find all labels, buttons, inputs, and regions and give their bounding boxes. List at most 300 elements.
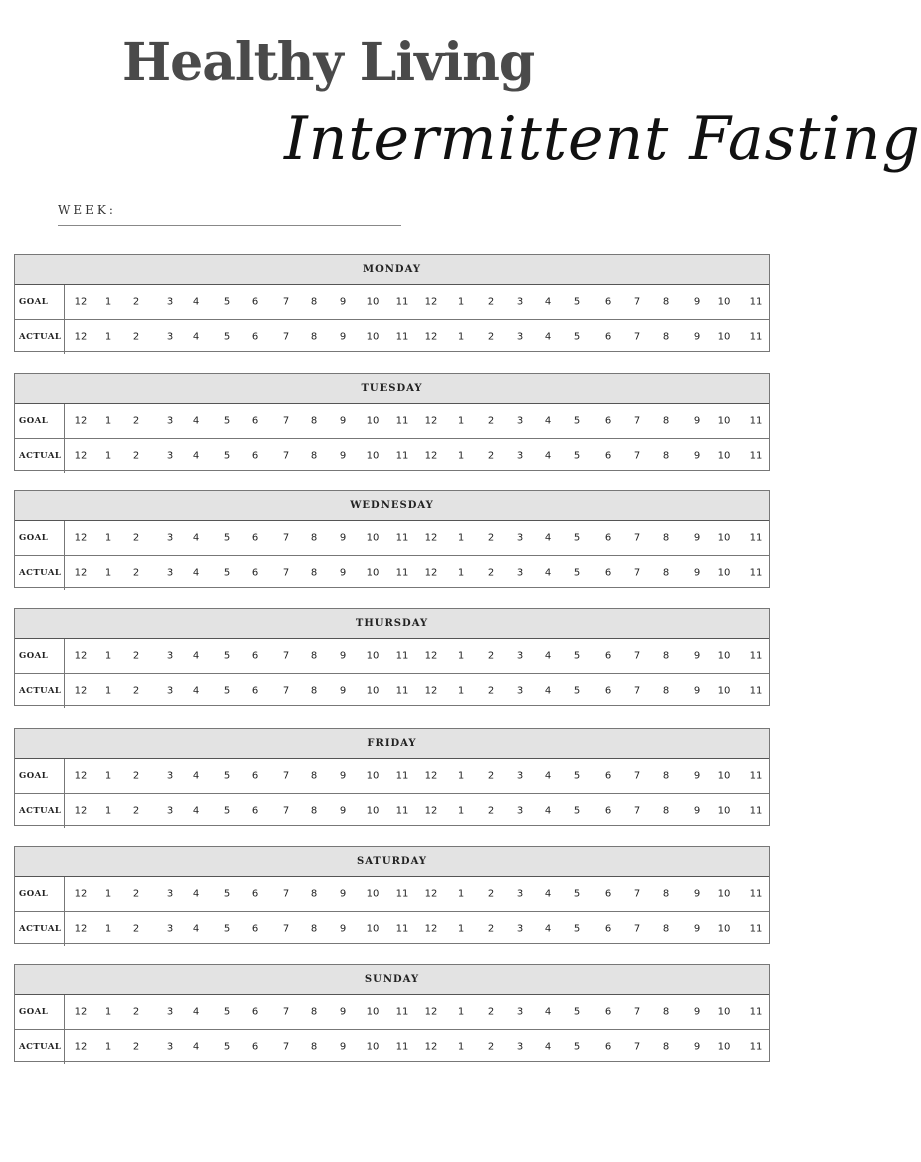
hour-slot[interactable]: 12 [424,567,438,579]
hour-slot[interactable]: 6 [604,685,612,697]
hour-slot[interactable]: 10 [717,296,731,308]
hour-slot[interactable]: 12 [74,532,88,544]
hour-slot[interactable]: 8 [662,888,670,900]
hour-slot[interactable]: 2 [132,415,140,427]
hour-slot[interactable]: 6 [604,296,612,308]
hour-slot[interactable]: 2 [487,1006,495,1018]
hour-slot[interactable]: 4 [192,805,200,817]
hour-slot[interactable]: 2 [487,770,495,782]
hour-slot[interactable]: 3 [516,1041,524,1053]
hour-slot[interactable]: 11 [749,888,763,900]
hour-slot[interactable]: 1 [457,1041,465,1053]
hour-slot[interactable]: 4 [544,770,552,782]
hour-slot[interactable]: 4 [544,685,552,697]
hour-slot[interactable]: 3 [516,450,524,462]
hour-slot[interactable]: 1 [457,685,465,697]
hour-slot[interactable]: 8 [310,888,318,900]
hour-slot[interactable]: 2 [132,1006,140,1018]
hour-slot[interactable]: 11 [395,567,409,579]
hour-slot[interactable]: 7 [633,532,641,544]
hour-slot[interactable]: 2 [132,770,140,782]
hour-slot[interactable]: 6 [251,450,259,462]
hour-slot[interactable]: 3 [166,888,174,900]
hour-slot[interactable]: 9 [693,888,701,900]
hour-slot[interactable]: 11 [395,1041,409,1053]
hour-slot[interactable]: 7 [633,415,641,427]
hour-slot[interactable]: 8 [310,923,318,935]
hour-slot[interactable]: 8 [310,415,318,427]
hour-slot[interactable]: 10 [366,450,380,462]
hour-slot[interactable]: 11 [395,888,409,900]
hour-slot[interactable]: 2 [132,331,140,343]
hour-slot[interactable]: 1 [104,1041,112,1053]
hour-slot[interactable]: 12 [424,415,438,427]
hour-slot[interactable]: 3 [166,296,174,308]
hour-slot[interactable]: 9 [693,805,701,817]
hour-slot[interactable]: 1 [457,888,465,900]
hour-slot[interactable]: 3 [166,770,174,782]
hour-slot[interactable]: 11 [749,923,763,935]
hour-slot[interactable]: 1 [457,770,465,782]
hour-slot[interactable]: 12 [424,770,438,782]
hour-slot[interactable]: 12 [424,331,438,343]
hour-slot[interactable]: 12 [74,685,88,697]
hour-slot[interactable]: 5 [573,770,581,782]
hour-slot[interactable]: 1 [104,296,112,308]
hour-slot[interactable]: 10 [366,1041,380,1053]
hour-slot[interactable]: 1 [457,450,465,462]
hour-slot[interactable]: 12 [424,1006,438,1018]
hour-slot[interactable]: 12 [74,1041,88,1053]
hour-slot[interactable]: 1 [457,1006,465,1018]
hour-slot[interactable]: 3 [516,650,524,662]
hour-slot[interactable]: 9 [339,532,347,544]
hour-slot[interactable]: 2 [132,650,140,662]
hour-slot[interactable]: 5 [223,1006,231,1018]
hour-slot[interactable]: 7 [633,331,641,343]
hour-slot[interactable]: 7 [282,1041,290,1053]
hour-slot[interactable]: 7 [282,567,290,579]
hour-slot[interactable]: 12 [424,923,438,935]
hour-slot[interactable]: 6 [604,770,612,782]
hour-slot[interactable]: 11 [749,567,763,579]
hour-slot[interactable]: 7 [282,532,290,544]
hour-slot[interactable]: 4 [192,1006,200,1018]
hour-slot[interactable]: 11 [749,1006,763,1018]
hour-slot[interactable]: 6 [251,805,259,817]
hour-slot[interactable]: 7 [282,450,290,462]
hour-slot[interactable]: 3 [166,415,174,427]
hour-slot[interactable]: 5 [573,888,581,900]
hour-slot[interactable]: 9 [339,650,347,662]
hour-slot[interactable]: 5 [223,805,231,817]
hour-slot[interactable]: 6 [604,532,612,544]
hour-slot[interactable]: 5 [573,650,581,662]
hour-slot[interactable]: 5 [573,805,581,817]
hour-slot[interactable]: 7 [633,296,641,308]
hour-slot[interactable]: 11 [749,415,763,427]
hour-slot[interactable]: 1 [104,415,112,427]
hour-slot[interactable]: 10 [717,650,731,662]
hour-slot[interactable]: 3 [516,888,524,900]
hour-slot[interactable]: 9 [339,296,347,308]
hour-slot[interactable]: 8 [662,923,670,935]
hour-slot[interactable]: 8 [310,450,318,462]
hour-slot[interactable]: 2 [132,296,140,308]
hour-slot[interactable]: 11 [395,415,409,427]
hour-slot[interactable]: 4 [192,685,200,697]
hour-slot[interactable]: 11 [749,770,763,782]
hour-slot[interactable]: 8 [310,567,318,579]
hour-slot[interactable]: 2 [487,888,495,900]
hour-slot[interactable]: 5 [223,415,231,427]
hour-slot[interactable]: 7 [633,450,641,462]
hour-slot[interactable]: 4 [192,888,200,900]
hour-slot[interactable]: 8 [662,685,670,697]
hour-slot[interactable]: 5 [573,331,581,343]
hour-slot[interactable]: 8 [662,415,670,427]
hour-slot[interactable]: 5 [573,1041,581,1053]
hour-slot[interactable]: 12 [424,1041,438,1053]
hour-slot[interactable]: 6 [251,1041,259,1053]
hour-slot[interactable]: 7 [633,567,641,579]
hour-slot[interactable]: 1 [457,805,465,817]
hour-slot[interactable]: 5 [223,770,231,782]
hour-slot[interactable]: 12 [74,1006,88,1018]
hour-slot[interactable]: 9 [339,1041,347,1053]
hour-slot[interactable]: 2 [487,650,495,662]
hour-slot[interactable]: 2 [487,923,495,935]
hour-slot[interactable]: 7 [282,296,290,308]
hour-slot[interactable]: 8 [662,1041,670,1053]
hour-slot[interactable]: 4 [192,770,200,782]
hour-slot[interactable]: 8 [662,770,670,782]
hour-slot[interactable]: 10 [717,331,731,343]
hour-slot[interactable]: 11 [749,650,763,662]
hour-slot[interactable]: 3 [516,415,524,427]
hour-slot[interactable]: 12 [424,685,438,697]
hour-slot[interactable]: 6 [604,888,612,900]
hour-slot[interactable]: 5 [223,923,231,935]
hour-slot[interactable]: 7 [633,1006,641,1018]
hour-slot[interactable]: 1 [457,415,465,427]
hour-slot[interactable]: 6 [604,1006,612,1018]
hour-slot[interactable]: 9 [693,1041,701,1053]
hour-slot[interactable]: 12 [74,450,88,462]
hour-slot[interactable]: 7 [633,770,641,782]
hour-slot[interactable]: 6 [604,805,612,817]
hour-slot[interactable]: 7 [633,1041,641,1053]
hour-slot[interactable]: 1 [457,296,465,308]
hour-slot[interactable]: 11 [749,450,763,462]
hour-slot[interactable]: 2 [487,450,495,462]
hour-slot[interactable]: 3 [166,1041,174,1053]
hour-slot[interactable]: 9 [693,567,701,579]
hour-slot[interactable]: 2 [132,888,140,900]
hour-slot[interactable]: 7 [633,923,641,935]
hour-slot[interactable]: 4 [192,1041,200,1053]
hour-slot[interactable]: 12 [74,770,88,782]
hour-slot[interactable]: 3 [516,685,524,697]
hour-slot[interactable]: 9 [693,650,701,662]
hour-slot[interactable]: 9 [693,415,701,427]
hour-slot[interactable]: 4 [544,415,552,427]
hour-slot[interactable]: 6 [251,888,259,900]
hour-slot[interactable]: 11 [395,296,409,308]
hour-slot[interactable]: 5 [573,1006,581,1018]
hour-slot[interactable]: 7 [282,770,290,782]
hour-slot[interactable]: 5 [573,567,581,579]
hour-slot[interactable]: 2 [132,923,140,935]
hour-slot[interactable]: 11 [395,805,409,817]
hour-slot[interactable]: 12 [424,888,438,900]
hour-slot[interactable]: 6 [251,415,259,427]
hour-slot[interactable]: 6 [604,331,612,343]
hour-slot[interactable]: 8 [662,331,670,343]
hour-slot[interactable]: 3 [166,450,174,462]
hour-slot[interactable]: 2 [487,296,495,308]
hour-slot[interactable]: 10 [366,532,380,544]
hour-slot[interactable]: 6 [251,770,259,782]
hour-slot[interactable]: 10 [366,650,380,662]
hour-slot[interactable]: 10 [366,296,380,308]
hour-slot[interactable]: 7 [633,805,641,817]
hour-slot[interactable]: 5 [573,923,581,935]
hour-slot[interactable]: 1 [104,685,112,697]
hour-slot[interactable]: 4 [544,567,552,579]
hour-slot[interactable]: 10 [366,888,380,900]
hour-slot[interactable]: 12 [424,532,438,544]
hour-slot[interactable]: 10 [717,805,731,817]
hour-slot[interactable]: 8 [662,650,670,662]
hour-slot[interactable]: 10 [717,888,731,900]
hour-slot[interactable]: 5 [223,650,231,662]
hour-slot[interactable]: 12 [424,296,438,308]
hour-slot[interactable]: 2 [132,567,140,579]
hour-slot[interactable]: 4 [192,450,200,462]
hour-slot[interactable]: 11 [395,923,409,935]
hour-slot[interactable]: 8 [662,1006,670,1018]
hour-slot[interactable]: 12 [424,450,438,462]
hour-slot[interactable]: 2 [487,805,495,817]
hour-slot[interactable]: 6 [251,685,259,697]
hour-slot[interactable]: 6 [604,923,612,935]
hour-slot[interactable]: 3 [166,1006,174,1018]
hour-slot[interactable]: 3 [166,685,174,697]
hour-slot[interactable]: 8 [310,1006,318,1018]
hour-slot[interactable]: 3 [166,532,174,544]
hour-slot[interactable]: 10 [366,923,380,935]
hour-slot[interactable]: 2 [487,1041,495,1053]
hour-slot[interactable]: 9 [693,770,701,782]
hour-slot[interactable]: 11 [395,532,409,544]
hour-slot[interactable]: 10 [366,685,380,697]
hour-slot[interactable]: 10 [717,532,731,544]
hour-slot[interactable]: 1 [457,650,465,662]
hour-slot[interactable]: 1 [104,888,112,900]
hour-slot[interactable]: 7 [633,685,641,697]
hour-slot[interactable]: 1 [104,567,112,579]
week-input-line[interactable] [58,225,401,226]
hour-slot[interactable]: 10 [366,1006,380,1018]
hour-slot[interactable]: 12 [424,805,438,817]
hour-slot[interactable]: 4 [192,532,200,544]
hour-slot[interactable]: 9 [339,923,347,935]
hour-slot[interactable]: 9 [339,450,347,462]
hour-slot[interactable]: 6 [604,567,612,579]
hour-slot[interactable]: 6 [251,296,259,308]
hour-slot[interactable]: 9 [339,888,347,900]
hour-slot[interactable]: 12 [74,331,88,343]
hour-slot[interactable]: 11 [395,450,409,462]
hour-slot[interactable]: 12 [74,888,88,900]
hour-slot[interactable]: 5 [573,415,581,427]
hour-slot[interactable]: 3 [166,805,174,817]
hour-slot[interactable]: 2 [487,415,495,427]
hour-slot[interactable]: 9 [339,415,347,427]
hour-slot[interactable]: 11 [395,1006,409,1018]
hour-slot[interactable]: 4 [544,296,552,308]
hour-slot[interactable]: 8 [662,450,670,462]
hour-slot[interactable]: 9 [339,1006,347,1018]
hour-slot[interactable]: 10 [717,923,731,935]
hour-slot[interactable]: 6 [604,450,612,462]
hour-slot[interactable]: 9 [339,805,347,817]
hour-slot[interactable]: 6 [251,923,259,935]
hour-slot[interactable]: 9 [693,685,701,697]
hour-slot[interactable]: 1 [104,450,112,462]
hour-slot[interactable]: 6 [251,331,259,343]
hour-slot[interactable]: 7 [282,650,290,662]
hour-slot[interactable]: 5 [223,450,231,462]
hour-slot[interactable]: 9 [693,532,701,544]
hour-slot[interactable]: 5 [573,532,581,544]
hour-slot[interactable]: 6 [604,650,612,662]
hour-slot[interactable]: 10 [366,770,380,782]
hour-slot[interactable]: 5 [223,532,231,544]
hour-slot[interactable]: 7 [282,1006,290,1018]
hour-slot[interactable]: 9 [693,450,701,462]
hour-slot[interactable]: 4 [192,650,200,662]
hour-slot[interactable]: 1 [457,331,465,343]
hour-slot[interactable]: 4 [544,1041,552,1053]
hour-slot[interactable]: 5 [573,296,581,308]
hour-slot[interactable]: 12 [74,415,88,427]
hour-slot[interactable]: 1 [104,532,112,544]
hour-slot[interactable]: 4 [192,415,200,427]
hour-slot[interactable]: 9 [693,296,701,308]
hour-slot[interactable]: 1 [104,331,112,343]
hour-slot[interactable]: 3 [516,331,524,343]
hour-slot[interactable]: 9 [339,770,347,782]
hour-slot[interactable]: 6 [251,567,259,579]
hour-slot[interactable]: 6 [251,1006,259,1018]
hour-slot[interactable]: 1 [104,650,112,662]
hour-slot[interactable]: 9 [339,331,347,343]
hour-slot[interactable]: 11 [395,650,409,662]
hour-slot[interactable]: 5 [223,685,231,697]
hour-slot[interactable]: 2 [132,805,140,817]
hour-slot[interactable]: 6 [604,1041,612,1053]
hour-slot[interactable]: 8 [310,296,318,308]
hour-slot[interactable]: 8 [310,805,318,817]
hour-slot[interactable]: 7 [633,888,641,900]
hour-slot[interactable]: 4 [192,923,200,935]
hour-slot[interactable]: 6 [251,650,259,662]
hour-slot[interactable]: 9 [693,923,701,935]
hour-slot[interactable]: 4 [192,567,200,579]
hour-slot[interactable]: 10 [366,415,380,427]
hour-slot[interactable]: 4 [192,331,200,343]
hour-slot[interactable]: 9 [693,331,701,343]
hour-slot[interactable]: 3 [166,567,174,579]
hour-slot[interactable]: 8 [310,770,318,782]
hour-slot[interactable]: 4 [544,923,552,935]
hour-slot[interactable]: 4 [544,1006,552,1018]
hour-slot[interactable]: 8 [310,532,318,544]
hour-slot[interactable]: 11 [749,532,763,544]
hour-slot[interactable]: 12 [74,923,88,935]
hour-slot[interactable]: 3 [516,296,524,308]
hour-slot[interactable]: 11 [749,296,763,308]
hour-slot[interactable]: 1 [104,1006,112,1018]
hour-slot[interactable]: 10 [717,1006,731,1018]
hour-slot[interactable]: 10 [366,805,380,817]
hour-slot[interactable]: 5 [223,1041,231,1053]
hour-slot[interactable]: 8 [662,567,670,579]
hour-slot[interactable]: 4 [544,331,552,343]
hour-slot[interactable]: 7 [282,888,290,900]
hour-slot[interactable]: 4 [544,450,552,462]
hour-slot[interactable]: 3 [516,567,524,579]
hour-slot[interactable]: 1 [104,805,112,817]
hour-slot[interactable]: 5 [573,450,581,462]
hour-slot[interactable]: 10 [717,450,731,462]
hour-slot[interactable]: 10 [717,685,731,697]
hour-slot[interactable]: 7 [282,415,290,427]
hour-slot[interactable]: 3 [516,923,524,935]
hour-slot[interactable]: 12 [74,805,88,817]
hour-slot[interactable]: 2 [132,532,140,544]
hour-slot[interactable]: 10 [717,1041,731,1053]
hour-slot[interactable]: 2 [487,331,495,343]
hour-slot[interactable]: 1 [104,923,112,935]
hour-slot[interactable]: 1 [457,567,465,579]
hour-slot[interactable]: 4 [544,532,552,544]
hour-slot[interactable]: 11 [749,805,763,817]
hour-slot[interactable]: 4 [544,650,552,662]
hour-slot[interactable]: 11 [749,331,763,343]
hour-slot[interactable]: 11 [395,685,409,697]
hour-slot[interactable]: 1 [457,923,465,935]
hour-slot[interactable]: 11 [749,685,763,697]
hour-slot[interactable]: 12 [74,650,88,662]
hour-slot[interactable]: 2 [132,685,140,697]
hour-slot[interactable]: 8 [662,296,670,308]
hour-slot[interactable]: 9 [693,1006,701,1018]
hour-slot[interactable]: 8 [310,650,318,662]
hour-slot[interactable]: 8 [310,685,318,697]
hour-slot[interactable]: 5 [223,296,231,308]
hour-slot[interactable]: 5 [223,888,231,900]
hour-slot[interactable]: 8 [310,331,318,343]
hour-slot[interactable]: 3 [166,331,174,343]
hour-slot[interactable]: 11 [749,1041,763,1053]
hour-slot[interactable]: 3 [166,923,174,935]
hour-slot[interactable]: 3 [516,805,524,817]
hour-slot[interactable]: 5 [573,685,581,697]
hour-slot[interactable]: 12 [424,650,438,662]
